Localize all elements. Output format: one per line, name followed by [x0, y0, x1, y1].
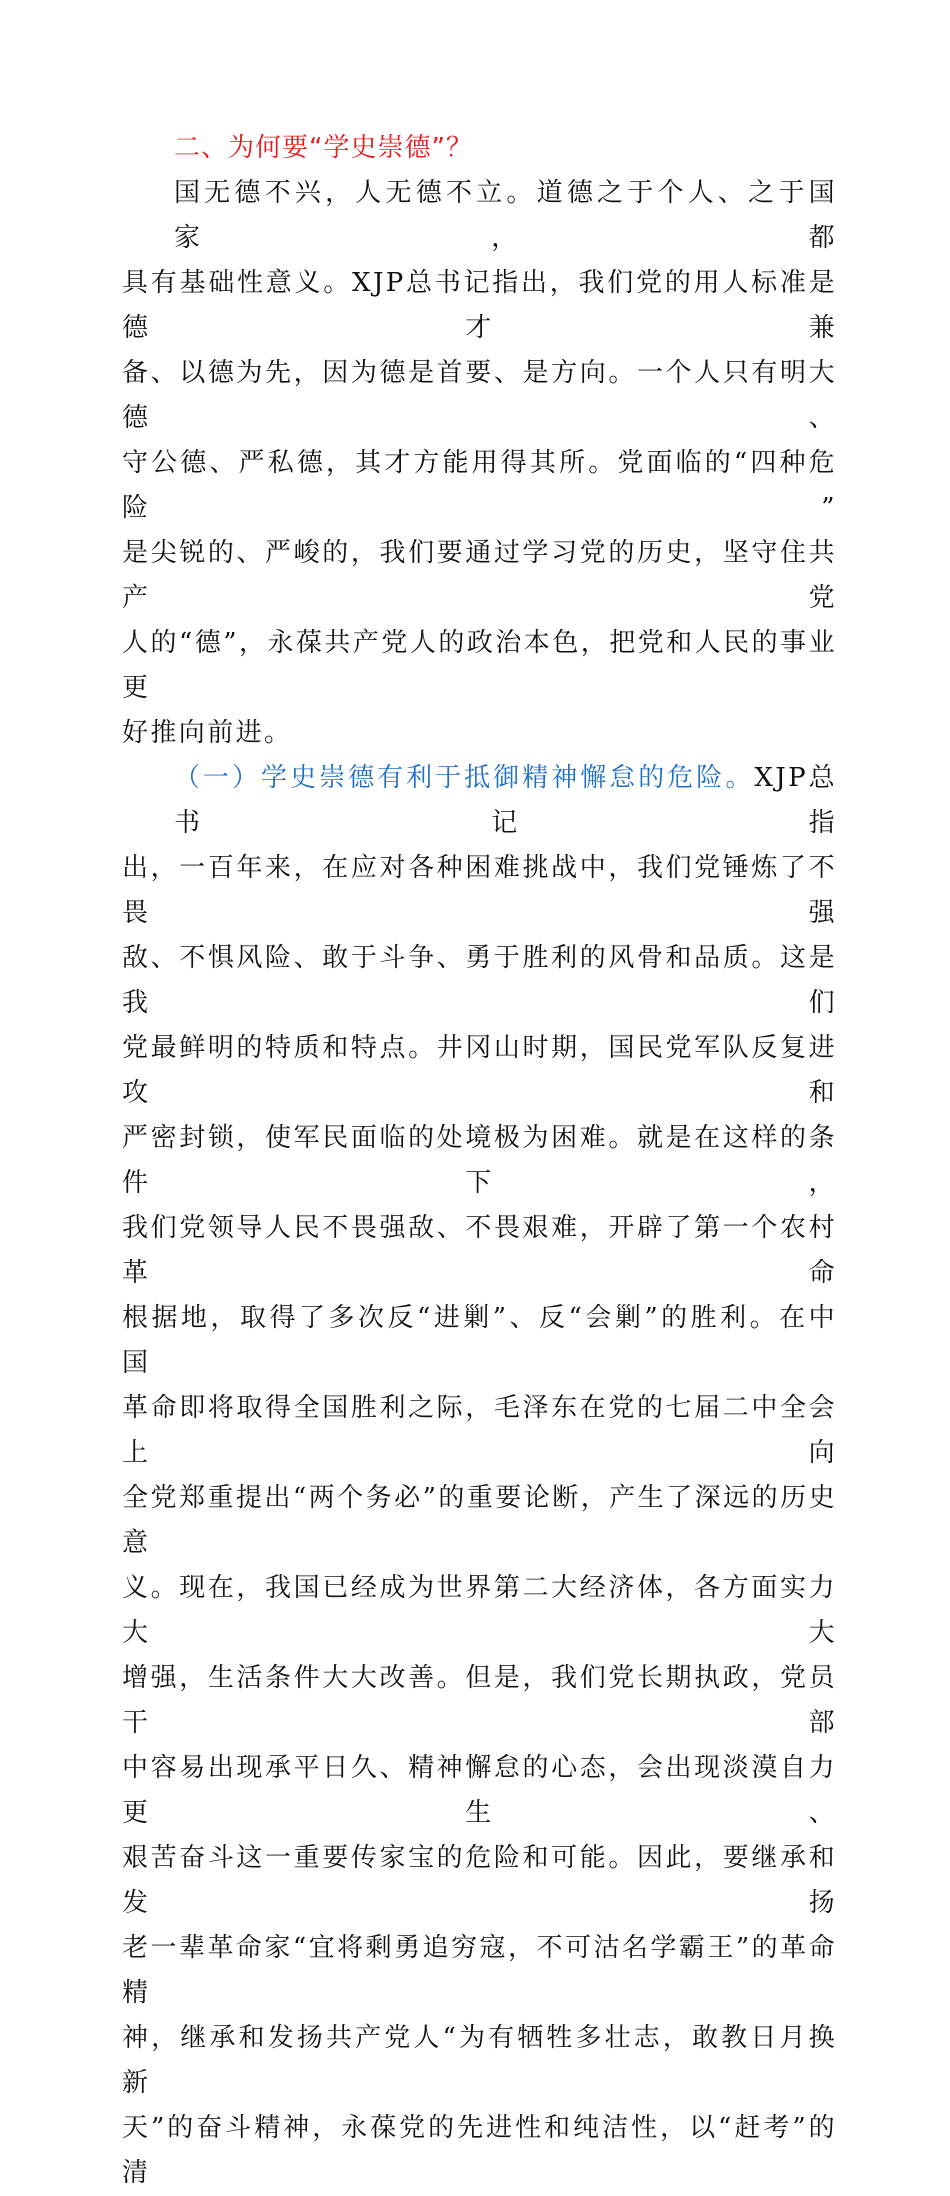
text-line: 是尖锐的、严峻的，我们要通过学习党的历史，坚守住共产党: [122, 538, 837, 613]
text-line: 好推向前进。: [122, 718, 293, 748]
text-line: 全党郑重提出“两个务必”的重要论断，产生了深远的历史意: [122, 1483, 837, 1558]
text-line: 增强，生活条件大大改善。但是，我们党长期执政，党员干部: [122, 1663, 837, 1738]
text-line: 人的“德”，永葆共产党人的政治本色，把党和人民的事业更: [122, 628, 837, 703]
text-line: [122, 756, 837, 846]
text-line: 守公德、严私德，其才方能用得其所。党面临的“四种危险”: [122, 448, 837, 523]
text-line: 神，继承和发扬共产党人“为有牺牲多壮志，敢教日月换新: [122, 2023, 837, 2098]
text-line: 严密封锁，使军民面临的处境极为困难。就是在这样的条件下，: [122, 1123, 837, 1198]
text-line: 义。现在，我国已经成为世界第二大经济体，各方面实力大大: [122, 1573, 837, 1648]
text-span: XJP总书记指: [174, 763, 837, 838]
text-line: 党最鲜明的特质和特点。井冈山时期，国民党军队反复进攻和: [122, 1033, 837, 1108]
text-line: 备、以德为先，因为德是首要、是方向。一个人只有明大德、: [122, 358, 837, 433]
section-heading: 二、为何要“学史崇德”？: [174, 133, 473, 163]
text-line: 根据地，取得了多次反“进剿”、反“会剿”的胜利。在中国: [122, 1303, 837, 1378]
document-body: [122, 126, 837, 2196]
text-line: 革命即将取得全国胜利之际，毛泽东在党的七届二中全会上向: [122, 1393, 837, 1468]
text-line: 天”的奋斗精神，永葆党的先进性和纯洁性，以“赶考”的清: [122, 2113, 837, 2188]
text-line: 中容易出现承平日久、精神懈怠的心态，会出现淡漠自力更生、: [122, 1753, 837, 1828]
text-line: 敌、不惧风险、敢于斗争、勇于胜利的风骨和品质。这是我们: [122, 943, 837, 1018]
text-line: 国无德不兴，人无德不立。道德之于个人、之于国家，都: [174, 178, 837, 253]
text-line: 老一辈革命家“宜将剩勇追穷寇，不可沽名学霸王”的革命精: [122, 1933, 837, 2008]
paragraph-1: [122, 171, 837, 756]
text-line: 艰苦奋斗这一重要传家宝的危险和可能。因此，要继承和发扬: [122, 1843, 837, 1918]
subsection-heading: （一）学史崇德有利于抵御精神懈怠的危险。: [174, 763, 755, 793]
text-line: 出，一百年来，在应对各种困难挑战中，我们党锤炼了不畏强: [122, 853, 837, 928]
text-line: 具有基础性意义。XJP总书记指出，我们党的用人标准是德才兼: [122, 268, 837, 343]
paragraph-2: [122, 756, 837, 2196]
text-line: 我们党领导人民不畏强敌、不畏艰难，开辟了第一个农村革命: [122, 1213, 837, 1288]
